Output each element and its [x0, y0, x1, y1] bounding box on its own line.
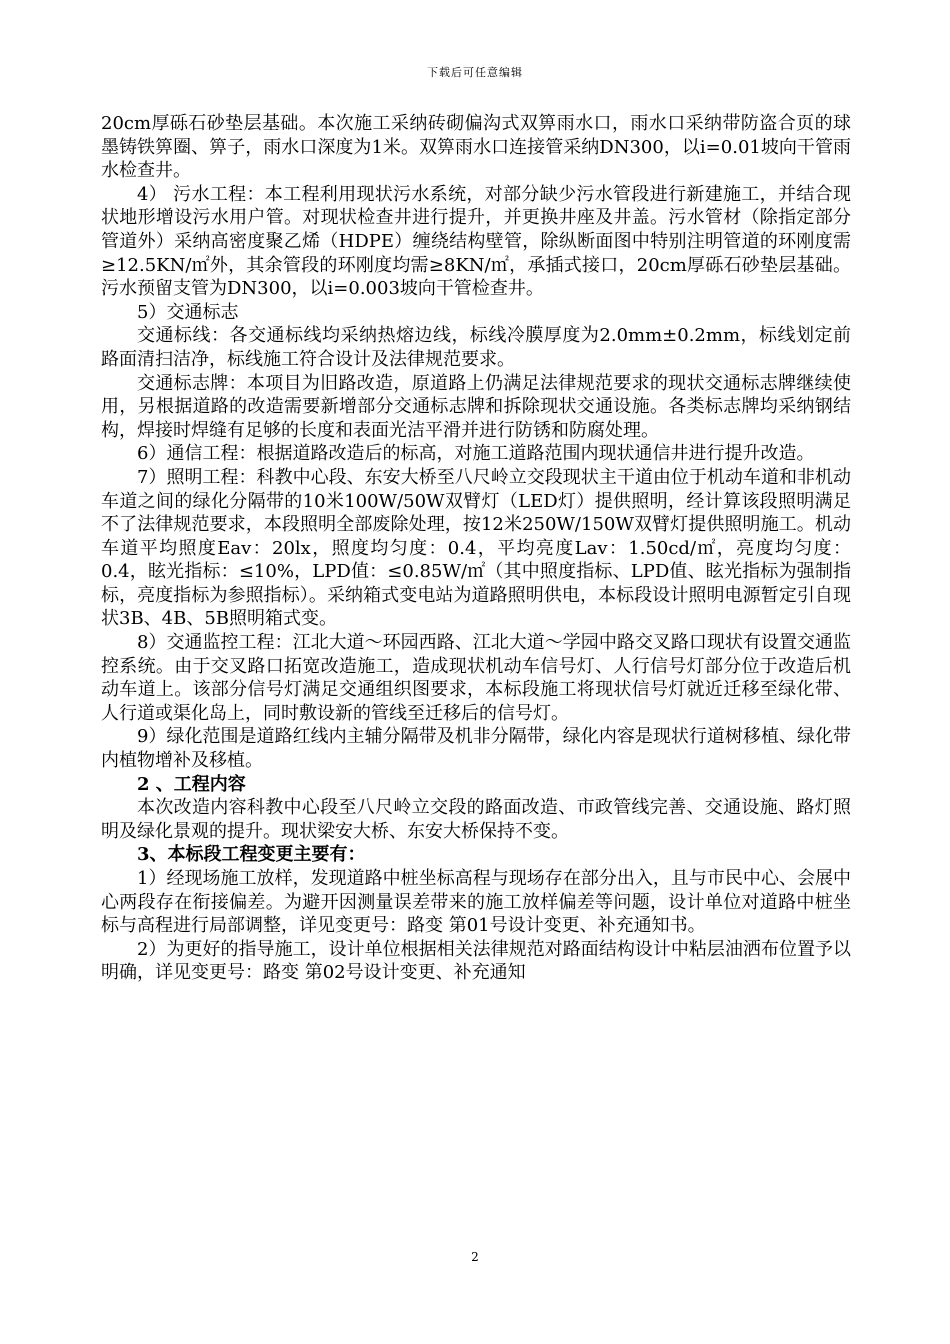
paragraph: 1）经现场施工放样，发现道路中桩坐标高程与现场存在部分出入，且与市民中心、会展中心两段存在衔接偏差。为避开因测量误差带来的施工放样偏差等问题，设计单位对道路中桩坐标与高程进行局部调整，详见变更号：路变 第01号设计变更、补充通知书。 — [101, 868, 851, 937]
page-header: 下载后可任意编辑 — [427, 66, 523, 79]
body-text — [101, 112, 851, 985]
section-heading: 3、本标段工程变更主要有： — [137, 844, 366, 866]
paragraph: 交通标志牌：本项目为旧路改造，原道路上仍满足法律规范要求的现状交通标志牌继续使用，另根据道路的改造需要新增部分交通标志牌和拆除现状交通设施。各类标志牌均采纳钢结构，焊接时焊缝有足够的长度和表面光洁平滑并进行防锈和防腐处理。 — [101, 372, 851, 441]
section-heading: 2 、工程内容 — [137, 773, 246, 795]
paragraph: 6）通信工程：根据道路改造后的标高，对施工道路范围内现状通信井进行提升改造。 — [137, 443, 815, 465]
paragraph: 4） 污水工程：本工程利用现状污水系统，对部分缺少污水管段进行新建施工，并结合现状地形增设污水用户管。对现状检查井进行提升，并更换井座及井盖。污水管材（除指定部分管道外）采纳高密度聚乙烯（HDPE）缠绕结构壁管，除纵断面图中特别注明管道的环刚度需≥12.5KN/㎡外，其余管段的环刚度均需≥8KN/㎡，承插式接口，20cm厚砾石砂垫层基础。污水预留支管为DN300，以i=0.003坡向干管检查井。 — [101, 183, 851, 300]
paragraph: 5）交通标志 — [137, 301, 239, 323]
paragraph: 9）绿化范围是道路红线内主辅分隔带及机非分隔带，绿化内容是现状行道树移植、绿化带内植物增补及移植。 — [101, 726, 851, 772]
paragraph: 2）为更好的指导施工，设计单位根据相关法律规范对路面结构设计中粘层油洒布位置予以明确，详见变更号：路变 第02号设计变更、补充通知 — [101, 938, 851, 984]
page-number: 2 — [471, 1250, 479, 1264]
paragraph: 本次改造内容科教中心段至八尺岭立交段的路面改造、市政管线完善、交通设施、路灯照明及绿化景观的提升。现状梁安大桥、东安大桥保持不变。 — [101, 797, 851, 842]
paragraph: 20cm厚砾石砂垫层基础。本次施工采纳砖砌偏沟式双箅雨水口，雨水口采纳带防盗合页的球墨铸铁箅圈、箅子，雨水口深度为1米。双箅雨水口连接管采纳DN300，以i=0.01坡向干管雨水检查井。 — [101, 113, 851, 182]
paragraph: 7）照明工程：科教中心段、东安大桥至八尺岭立交段现状主干道由位于机动车道和非机动车道之间的绿化分隔带的10米100W/50W双臂灯（LED灯）提供照明，经计算该段照明满足不了法律规范要求，本段照明全部废除处理，按12米250W/150W双臂灯提供照明施工。机动车道平均照度Eav：20lx，照度均匀度：0.4，平均亮度Lav：1.50cd/㎡，亮度均匀度：0.4，眩光指标：≤10%，LPD值：≤0.85W/㎡（其中照度指标、LPD值、眩光指标为强制指标，亮度指标为参照指标）。采纳箱式变电站为道路照明供电，本标段设计照明电源暂定引自现状3B、4B、5B照明箱式变。 — [101, 466, 851, 630]
paragraph: 交通标线：各交通标线均采纳热熔边线，标线冷膜厚度为2.0mm±0.2mm，标线划定前路面清扫洁净，标线施工符合设计及法律规范要求。 — [101, 325, 851, 370]
paragraph: 8）交通监控工程：江北大道～环园西路、江北大道～学园中路交叉路口现状有设置交通监控系统。由于交叉路口拓宽改造施工，造成现状机动车信号灯、人行信号灯部分位于改造后机动车道上。该部分信号灯满足交通组织图要求，本标段施工将现状信号灯就近迁移至绿化带、人行道或渠化岛上，同时敷设新的管线至迁移后的信号灯。 — [101, 632, 851, 724]
